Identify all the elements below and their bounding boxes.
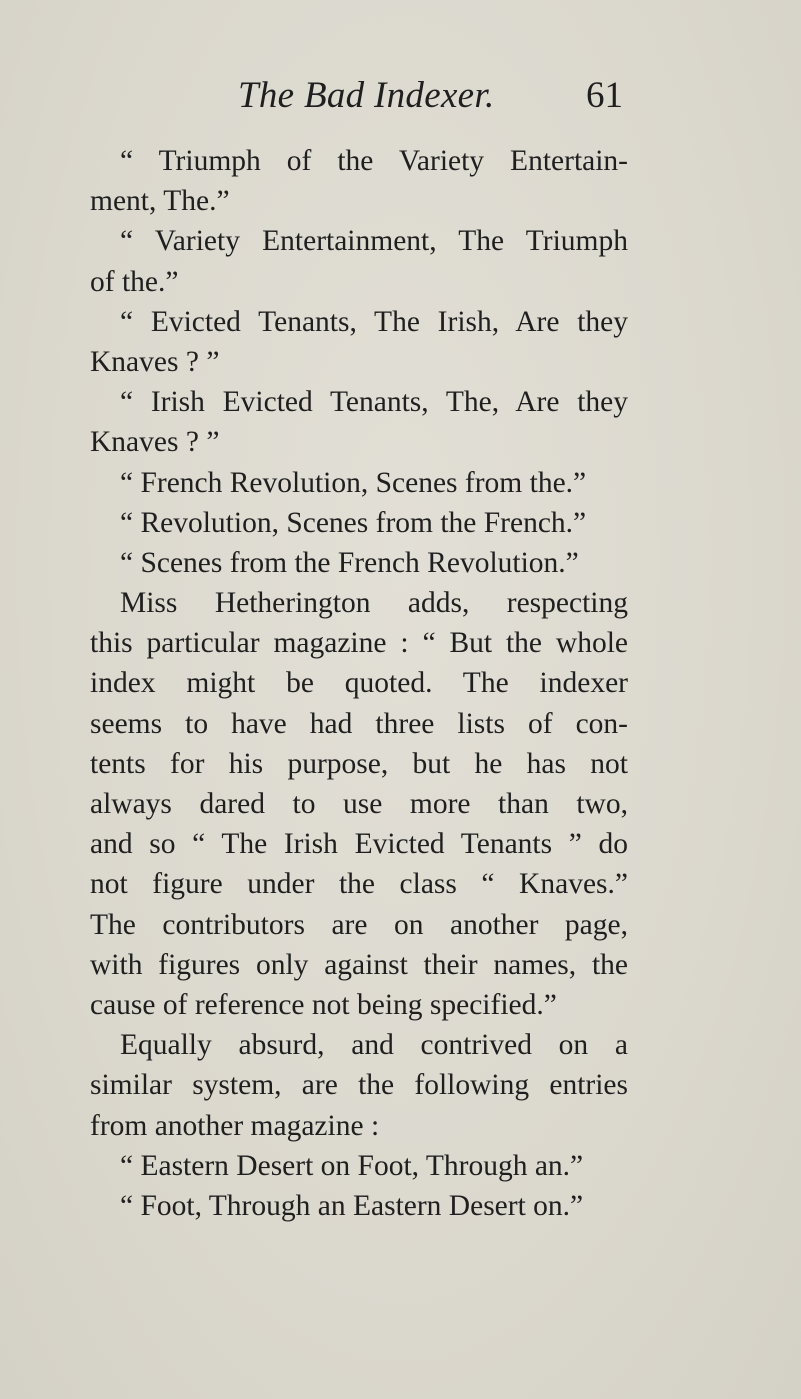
text-line: tents for his purpose, but he has not (90, 747, 628, 780)
text-line: “ Revolution, Scenes from the French.” (120, 506, 587, 539)
text-line: index might be quoted. The indexer (90, 667, 628, 700)
text-line: “ Triumph of the Variety Entertain- (120, 145, 628, 177)
running-head (0, 74, 801, 114)
text-line: of the.” (90, 265, 179, 298)
body-text (90, 141, 628, 1226)
page-number: 61 (586, 75, 623, 116)
text-line: similar system, are the following entries (90, 1069, 628, 1102)
text-line: The contributors are on another page, (90, 908, 628, 941)
running-title: The Bad Indexer. (238, 75, 495, 116)
text-line: with figures only against their names, the (90, 948, 628, 981)
text-line: always dared to use more than two, (90, 788, 628, 820)
text-line: “ French Revolution, Scenes from the.” (120, 466, 587, 499)
text-line: “ Evicted Tenants, The Irish, Are they (120, 305, 628, 338)
text-line: Equally absurd, and contrived on a (120, 1029, 628, 1062)
text-line: “ Irish Evicted Tenants, The, Are they (120, 386, 628, 419)
text-line: this particular magazine : “ But the whole (90, 627, 628, 660)
text-line: “ Variety Entertainment, The Triumph (120, 225, 628, 258)
text-line: “ Foot, Through an Eastern Desert on.” (120, 1189, 584, 1222)
text-line: seems to have had three lists of con- (90, 707, 628, 740)
text-line: from another magazine : (90, 1109, 380, 1142)
text-line: “ Scenes from the French Revolution.” (120, 546, 579, 579)
text-line: ment, The.” (90, 185, 230, 218)
text-line: and so “ The Irish Evicted Tenants ” do (90, 828, 628, 861)
text-line: not figure under the class “ Knaves.” (90, 868, 628, 901)
text-line: cause of reference not being specified.” (90, 988, 557, 1021)
text-line: Miss Hetherington adds, respecting (120, 587, 628, 620)
text-line: Knaves ? ” (90, 345, 220, 378)
text-line: Knaves ? ” (90, 426, 220, 459)
text-line: “ Eastern Desert on Foot, Through an.” (120, 1149, 584, 1182)
